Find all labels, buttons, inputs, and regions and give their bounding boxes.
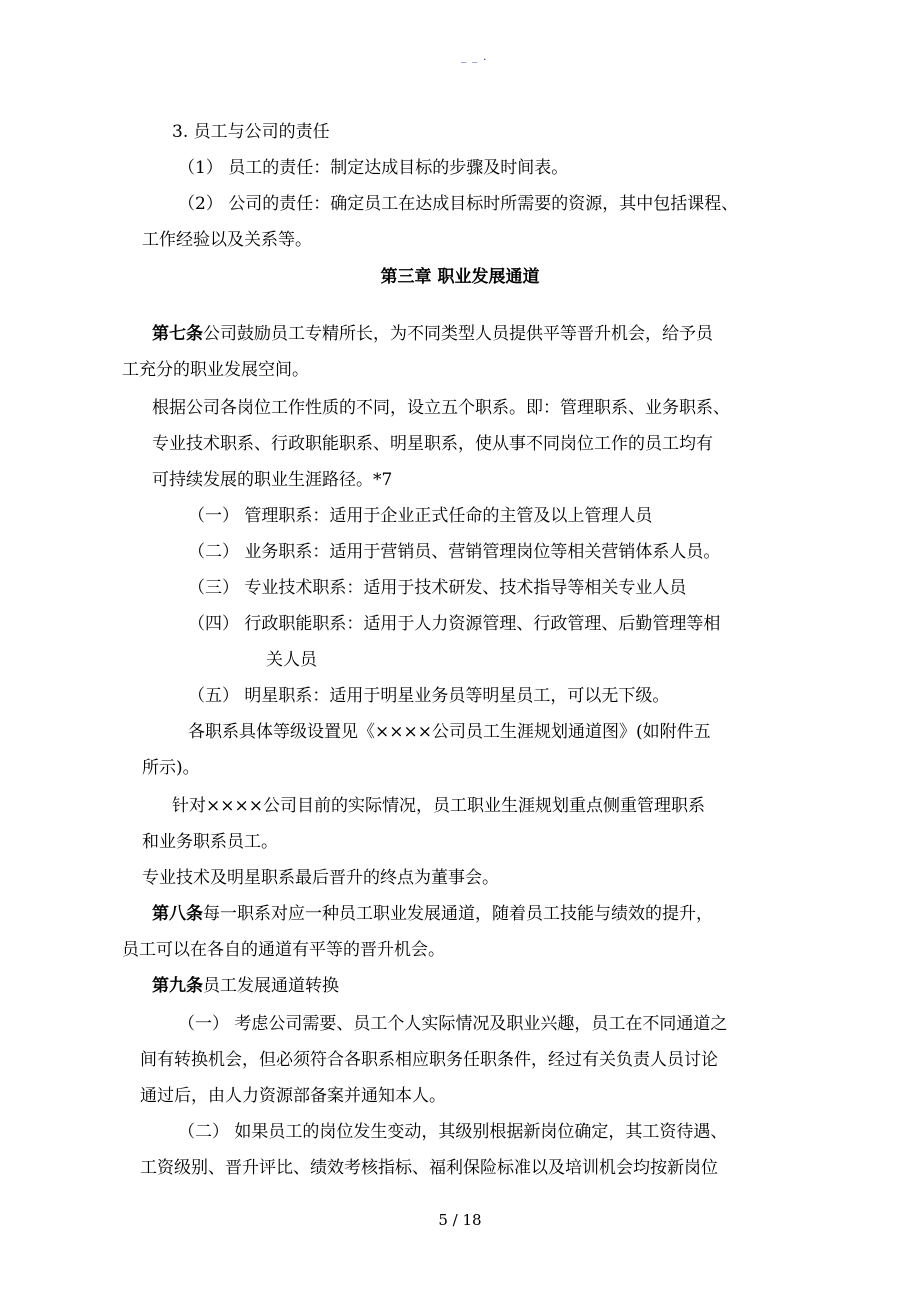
list-item-continuation: 关人员: [266, 650, 317, 670]
paragraph-line: 各职系具体等级设置见《××××公司员工生涯规划通道图》(如附件五: [188, 722, 711, 742]
article-8-line: [152, 902, 713, 926]
section-heading: 3. 员工与公司的责任: [172, 122, 330, 142]
page-header-mark: _ _ .: [461, 50, 488, 63]
paragraph-line: 间有转换机会，但必须符合各职系相应职务任职条件，经过有关负责人员讨论: [140, 1050, 718, 1070]
list-item: （一） 管理职系：适用于企业正式任命的主管及以上管理人员: [188, 506, 653, 526]
paragraph-line: 工充分的职业发展空间。: [122, 360, 309, 380]
paragraph-line: 可持续发展的职业生涯路径。*7: [152, 470, 393, 490]
list-item: （四） 行政职能职系：适用于人力资源管理、行政管理、后勤管理等相: [188, 614, 721, 634]
paragraph-line: 专业技术及明星职系最后晋升的终点为董事会。: [142, 868, 499, 888]
article-9-title: 员工发展通道转换: [203, 976, 339, 996]
article-9-line: [152, 974, 339, 998]
list-item: （1） 员工的责任：制定达成目标的步骤及时间表。: [178, 158, 569, 178]
list-item: （2） 公司的责任：确定员工在达成目标时所需要的资源，其中包括课程、: [178, 194, 739, 214]
article-7-label: 第七条: [152, 324, 203, 344]
list-item: （三） 专业技术职系：适用于技术研发、技术指导等相关专业人员: [188, 578, 687, 598]
chapter-title: 第三章 职业发展通道: [380, 267, 540, 287]
paragraph-line: 针对××××公司目前的实际情况，员工职业生涯规划重点侧重管理职系: [172, 796, 705, 816]
article-7-text: 公司鼓励员工专精所长，为不同类型人员提供平等晋升机会，给予员: [203, 324, 713, 344]
paragraph-line: 工作经验以及关系等。: [142, 230, 312, 250]
list-item: （二） 如果员工的岗位发生变动，其级别根据新岗位确定，其工资待遇、: [178, 1122, 728, 1142]
list-item: （二） 业务职系：适用于营销员、营销管理岗位等相关营销体系人员。: [188, 542, 721, 562]
paragraph-line: 通过后，由人力资源部备案并通知本人。: [140, 1086, 446, 1106]
paragraph-line: 员工可以在各自的通道有平等的晋升机会。: [122, 940, 445, 960]
paragraph-line: 根据公司各岗位工作性质的不同，设立五个职系。即：管理职系、业务职系、: [152, 398, 730, 418]
paragraph-line: 所示)。: [142, 758, 200, 778]
list-item: （五） 明星职系：适用于明星业务员等明星员工，可以无下级。: [188, 686, 670, 706]
article-9-label: 第九条: [152, 976, 203, 996]
list-item: （一） 考虑公司需要、员工个人实际情况及职业兴趣，员工在不同通道之: [178, 1014, 728, 1034]
article-7-line: [152, 322, 713, 346]
article-8-text: 每一职系对应一种员工职业发展通道，随着员工技能与绩效的提升，: [203, 904, 713, 924]
page-number: 5 / 18: [438, 1211, 482, 1229]
paragraph-line: 和业务职系员工。: [142, 832, 278, 852]
paragraph-line: 专业技术职系、行政职能职系、明星职系，使从事不同岗位工作的员工均有: [152, 434, 713, 454]
article-8-label: 第八条: [152, 904, 203, 924]
paragraph-line: 工资级别、晋升评比、绩效考核指标、福利保险标准以及培训机会均按新岗位: [140, 1158, 718, 1178]
